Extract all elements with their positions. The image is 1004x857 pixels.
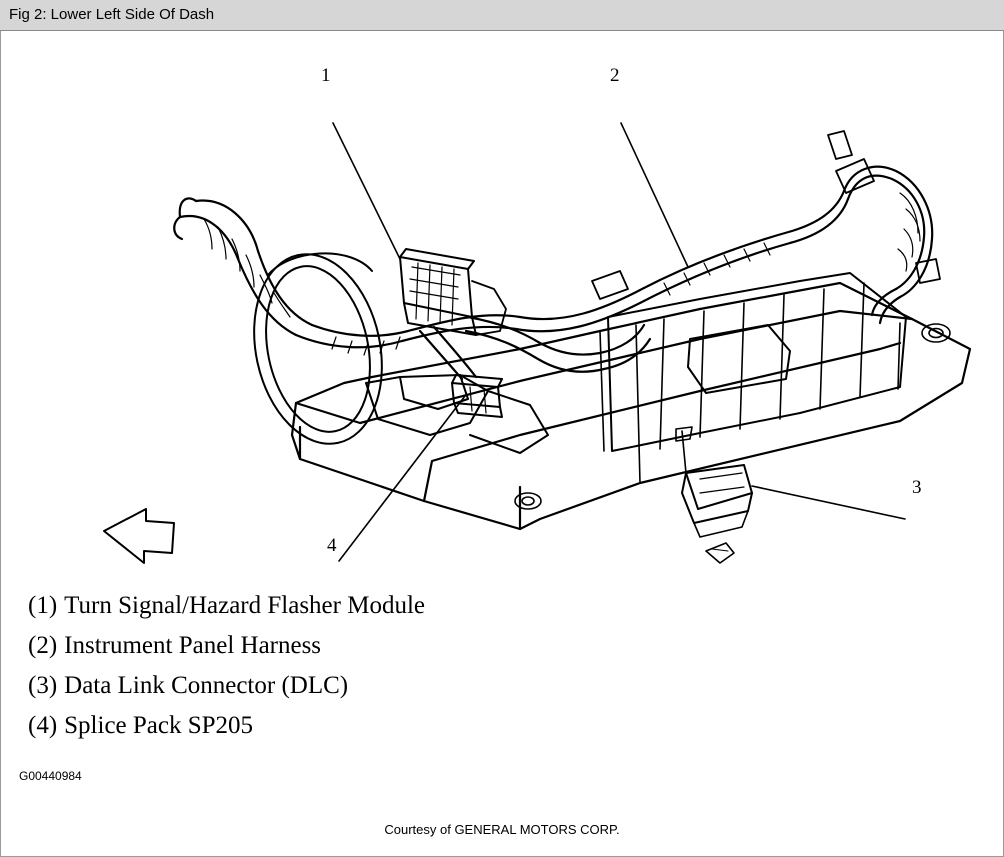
data-link-connector <box>676 427 752 537</box>
steering-column-opening <box>237 242 398 456</box>
leader-line-3 <box>752 486 905 519</box>
dash-panel-body <box>292 283 970 529</box>
legend-key-1: (1) <box>28 592 58 619</box>
leader-line-2 <box>621 123 688 267</box>
harness-clips <box>592 131 940 299</box>
figure-title: Fig 2: Lower Left Side Of Dash <box>9 6 215 23</box>
legend-text-1: Turn Signal/Hazard Flasher Module <box>64 592 425 619</box>
legend-item-4 <box>28 706 728 746</box>
figure-title-bar <box>0 0 1004 31</box>
legend <box>28 586 728 746</box>
instrument-panel-harness <box>174 167 932 348</box>
legend-item-1 <box>28 586 728 626</box>
legend-text-2: Instrument Panel Harness <box>64 632 322 659</box>
courtesy-note: Courtesy of GENERAL MOTORS CORP. <box>384 822 620 837</box>
leader-lines <box>333 123 905 561</box>
callout-number-1: 1 <box>321 65 331 86</box>
legend-key-4: (4) <box>28 712 58 739</box>
legend-item-3 <box>28 666 728 706</box>
mounting-holes <box>515 324 950 509</box>
legend-text-3: Data Link Connector (DLC) <box>64 672 349 699</box>
image-code: G00440984 <box>19 769 82 783</box>
callout-number-2: 2 <box>610 65 620 86</box>
dash-diagram <box>0 31 1004 591</box>
callout-number-4: 4 <box>327 535 337 556</box>
legend-key-2: (2) <box>28 632 58 659</box>
legend-item-2 <box>28 626 728 666</box>
leader-line-1 <box>333 123 400 259</box>
callout-number-3: 3 <box>912 477 922 498</box>
direction-arrow <box>104 509 174 563</box>
legend-key-3: (3) <box>28 672 58 699</box>
dlc-screw <box>706 543 734 563</box>
legend-text-4: Splice Pack SP205 <box>64 712 254 739</box>
